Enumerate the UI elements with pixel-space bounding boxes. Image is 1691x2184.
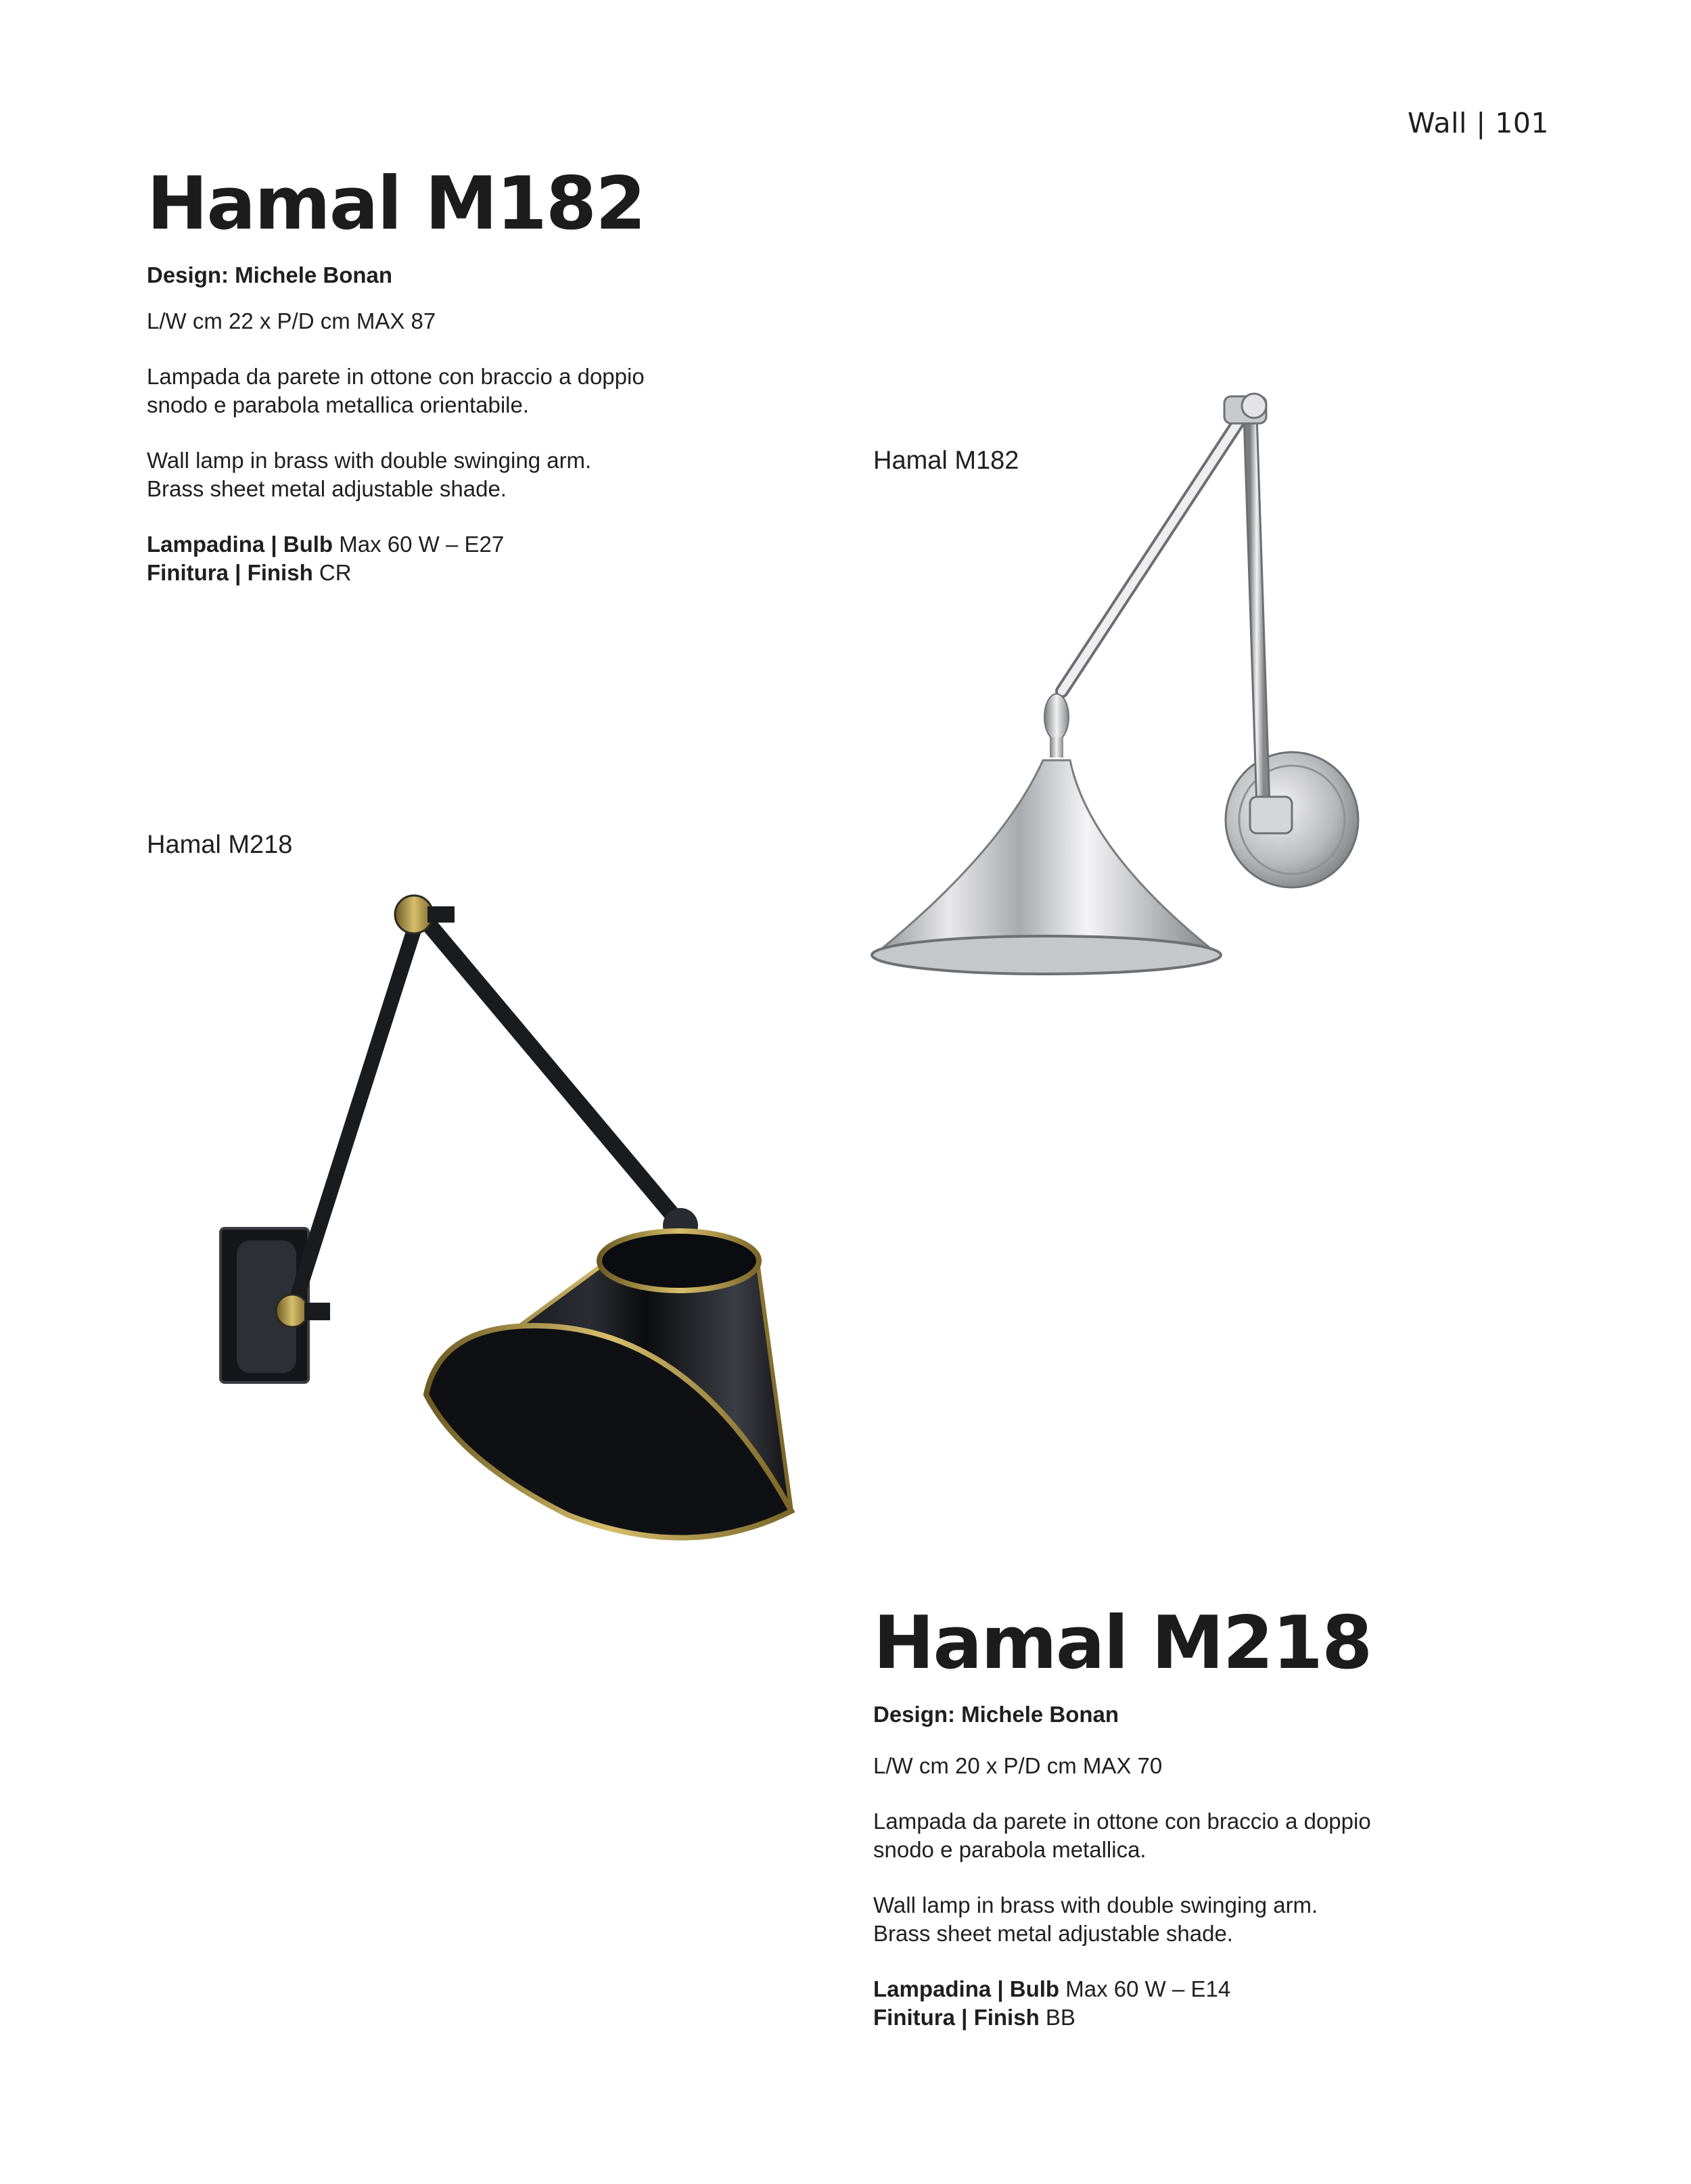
description-line: Wall lamp in brass with double swinging arm. (873, 1892, 1318, 1918)
bulb-label: Lampadina | Bulb (873, 1976, 1060, 2001)
bulb-value: Max 60 W – E27 (333, 532, 505, 557)
bulb-label: Lampadina | Bulb (147, 532, 333, 557)
description-italian (147, 363, 756, 419)
specs (873, 1975, 1523, 2032)
finish-spec (873, 2003, 1523, 2032)
finish-spec (147, 559, 756, 587)
bulb-spec (873, 1975, 1523, 2003)
lamp-photo-m182 (866, 379, 1380, 1015)
description-line: Wall lamp in brass with double swinging arm. (147, 448, 592, 473)
product-title: Hamal M218 (873, 1601, 1372, 1686)
dimensions: L/W cm 22 x P/D cm MAX 87 (147, 308, 436, 333)
description-line: Lampada da parete in ottone con braccio a doppio (873, 1809, 1371, 1834)
description-italian (873, 1807, 1523, 1864)
description-line: snodo e parabola metallica orientabile. (147, 392, 530, 417)
page-number: Wall | 101 (1408, 107, 1549, 139)
product-block-m218 (873, 1601, 1523, 2032)
description-english (873, 1891, 1523, 1948)
bulb-value: Max 60 W – E14 (1059, 1976, 1231, 2001)
designer-credit: Design: Michele Bonan (147, 262, 393, 287)
product-title: Hamal M182 (147, 162, 645, 246)
specs (147, 530, 756, 587)
finish-value: CR (312, 560, 352, 585)
finish-value: BB (1039, 2005, 1075, 2030)
bulb-spec (147, 530, 756, 559)
finish-label: Finitura | Finish (147, 560, 313, 585)
finish-label: Finitura | Finish (873, 2005, 1040, 2030)
product-block-m182 (147, 162, 756, 587)
description-line: Lampada da parete in ottone con braccio a doppio (147, 364, 645, 389)
description-english (147, 446, 756, 503)
dimensions: L/W cm 20 x P/D cm MAX 70 (873, 1753, 1163, 1778)
designer-credit: Design: Michele Bonan (873, 1702, 1119, 1727)
description-line: snodo e parabola metallica. (873, 1837, 1146, 1862)
description-line: Brass sheet metal adjustable shade. (147, 476, 507, 501)
description-line: Brass sheet metal adjustable shade. (873, 1921, 1233, 1946)
lamp-photo-m218 (216, 879, 798, 1569)
image-caption-m182: Hamal M182 (873, 446, 1019, 475)
image-caption-m218: Hamal M218 (147, 831, 293, 859)
